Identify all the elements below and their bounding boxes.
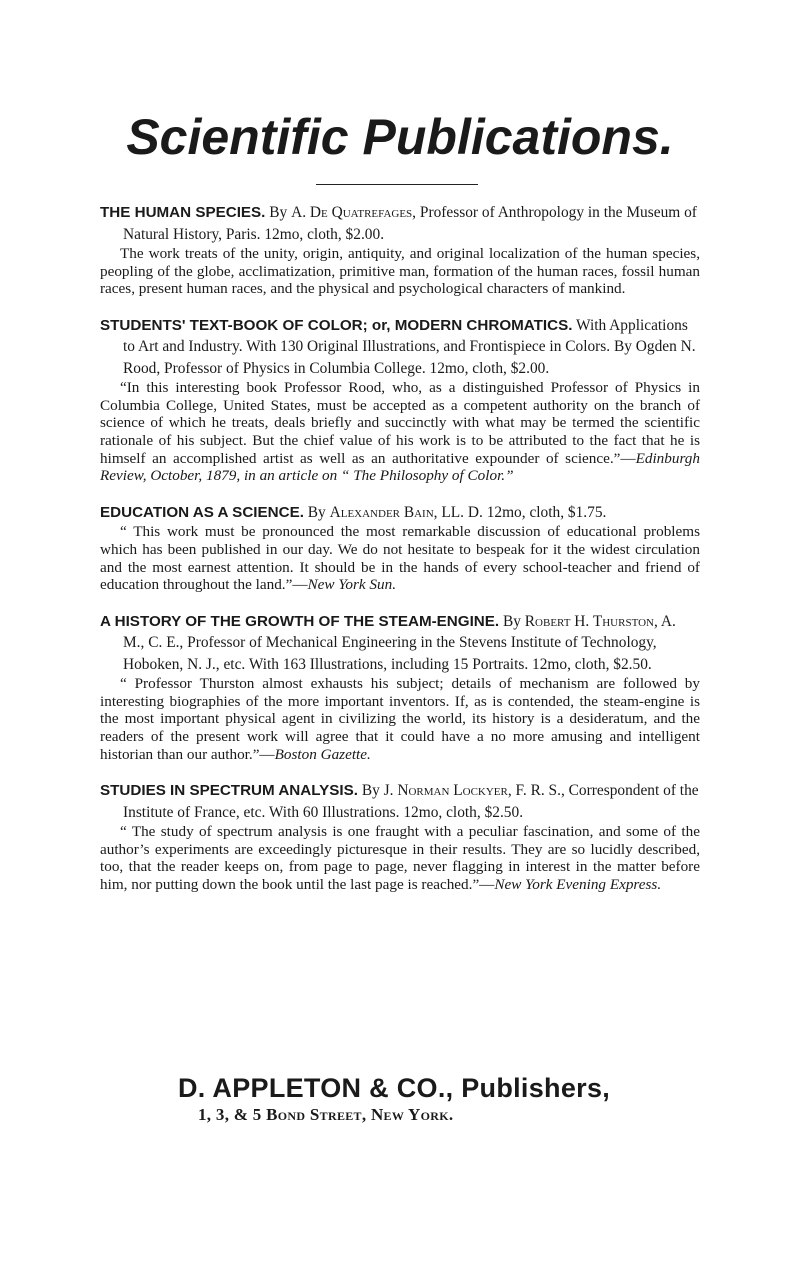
publication-entry	[100, 780, 700, 893]
entry-source: New York Evening Express.	[494, 875, 662, 893]
entry-description-text: “ The study of spectrum analysis is one fraught with a peculiar fascination, and some of the author’s experiments are exceedingly picturesque in their results. They are so lucidly described, too, that the reader keeps on, from page to page, never flagging in interest in the matter before him, nor putting down the book until the last page is reached.”—	[100, 823, 700, 893]
entry-description-text: “ This work must be pronounced the most remarkable discussion of educational problems which has been published in our day. We do not hesitate to bespeak for it the widest circulation and the most earnest attention. It should be in the hands of every school-teacher and friend of education throughout the land.”—	[100, 523, 700, 594]
entry-title: THE HUMAN SPECIES.	[100, 204, 266, 221]
entry-source: Boston Gazette.	[274, 745, 371, 763]
entry-description	[100, 523, 700, 593]
entry-details: Professor of Anthropology in the Museum of Natural History, Paris. 12mo, cloth, $2.00.	[123, 204, 697, 243]
entry-heading	[100, 611, 700, 676]
entry-by: By	[502, 612, 521, 630]
entry-by: By	[269, 204, 288, 221]
entry-title: STUDENTS' TEXT-BOOK OF COLOR; or, MODERN CHROMATICS.	[100, 316, 573, 334]
entry-description	[100, 675, 700, 763]
entry-by: By	[361, 782, 380, 800]
entry-details: Correspondent of the Institute of France, etc. With 60 Illustrations. 12mo, cloth, $2.50.	[123, 782, 699, 821]
entry-title: STUDIES IN SPECTRUM ANALYSIS.	[100, 782, 358, 800]
page-title: Scientific Publications.	[126, 109, 674, 165]
entry-author: Robert H. Thurston, A. M., C. E.,	[123, 612, 676, 652]
entry-details: With Applications to Art and Industry. With 130 Original Illustrations, and Frontispiece in Colors. By Ogden N. Rood, Professor of Physics in Columbia College. 12mo, cloth, $2.00.	[123, 316, 696, 377]
entry-title: A HISTORY OF THE GROWTH OF THE STEAM-ENGINE.	[100, 612, 500, 630]
entry-description-text: “In this interesting book Professor Rood, who, as a distinguished Professor of Physics in Columbia College, United States, must be accepted as a competent authority on the branch of science of which he treats, deals briefly and succinctly with what may be termed the scientific rationale of his subject. But the chief value of his work is to be attributed to the fact that he is himself an accomplished artist as well as an authoritative expounder of science.”—	[100, 379, 700, 467]
entry-heading	[100, 202, 700, 245]
entry-by: By	[307, 503, 326, 521]
entry-title: EDUCATION AS A SCIENCE.	[100, 503, 304, 521]
entry-author: Alexander Bain, LL. D.	[329, 503, 483, 521]
publication-entry	[100, 611, 700, 763]
publication-entry	[100, 202, 700, 298]
publication-list	[100, 202, 700, 911]
publication-entry	[100, 502, 700, 594]
entry-source: New York Sun.	[307, 576, 396, 594]
entry-description	[100, 379, 700, 485]
entry-author: J. Norman Lockyer, F. R. S.,	[383, 782, 565, 800]
entry-details: Professor of Mechanical Engineering in the Stevens Institute of Technology, Hoboken, N. J., etc. With 163 Illustrations, including 15 Portraits. 12mo, cloth, $2.50.	[123, 634, 657, 673]
title-rule	[316, 184, 478, 185]
entry-description	[100, 245, 700, 298]
publisher-name: D. APPLETON & CO., Publishers,	[178, 1073, 611, 1103]
publication-entry	[100, 315, 700, 485]
entry-description-text: The work treats of the unity, origin, antiquity, and original localization of the human species, peopling of the globe, acclimatization, primitive man, formation of the human races, fossil human races, present human races, and the physical and psychological characters of mankind.	[100, 245, 700, 298]
entry-heading	[100, 780, 700, 823]
entry-details: 12mo, cloth, $1.75.	[486, 503, 607, 521]
entry-description	[100, 823, 700, 893]
entry-heading	[100, 315, 700, 380]
publisher-address: 1, 3, & 5 Bond Street, New York.	[198, 1105, 454, 1124]
entry-description-text: “ Professor Thurston almost exhausts his subject; details of mechanism are followed by interesting biographies of the more important inventors. If, as is contended, the steam-engine is the most important physical agent in civilizing the world, its history is a desideratum, and the readers of the present work will agree that it could have a no more amusing and intelligent historian than our author.”—	[100, 675, 700, 763]
entry-author: A. De Quatrefages,	[291, 204, 417, 221]
entry-source: Edinburgh Review, October, 1879, in an article on “ The Philosophy of Color.”	[100, 449, 700, 485]
entry-heading	[100, 502, 700, 524]
